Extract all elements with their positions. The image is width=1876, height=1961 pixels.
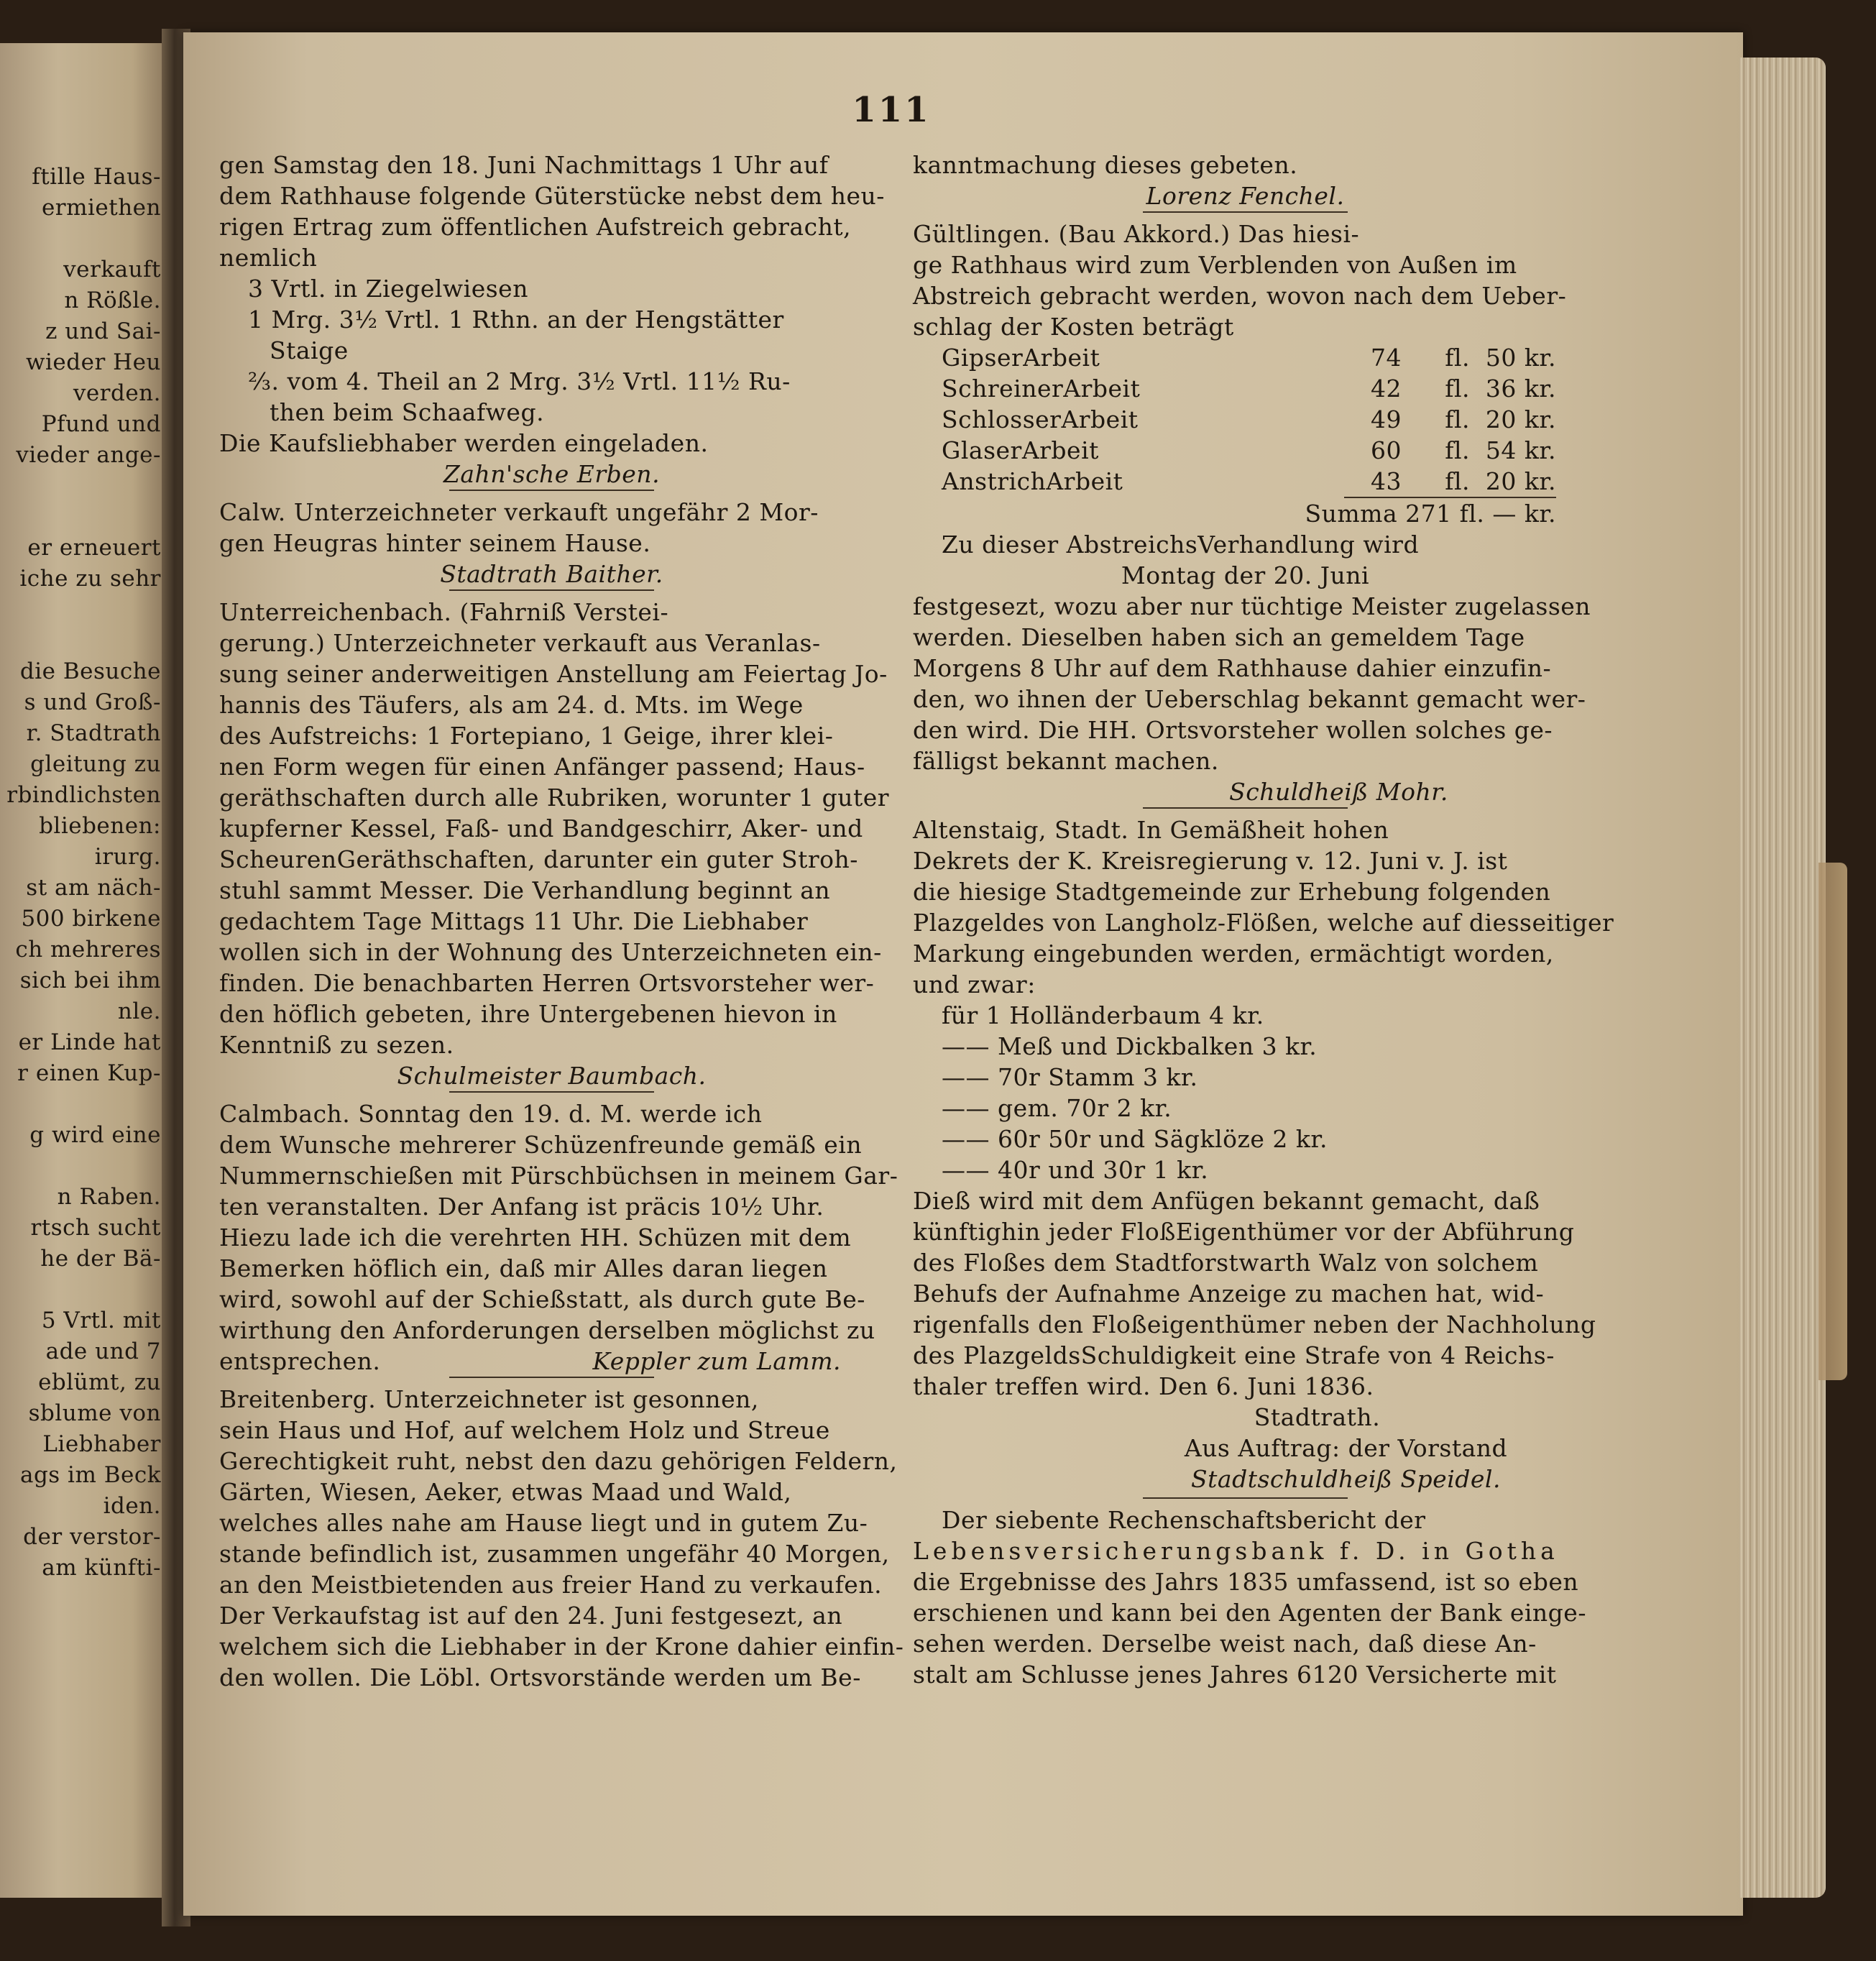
text-line: den wird. Die HH. Ortsvorsteher wollen solches ge-	[913, 716, 1553, 744]
divider	[1143, 807, 1348, 809]
left-margin-line: he der Bä-	[40, 1246, 161, 1272]
list-item: 1 Mrg. 3½ Vrtl. 1 Rthn. an der Hengstätter	[248, 306, 784, 334]
text-line: sehen werden. Derselbe weist nach, daß diese An-	[913, 1630, 1537, 1658]
left-margin-line: iden.	[103, 1493, 161, 1519]
fee-item: —— 60r 50r und Sägklöze 2 kr.	[942, 1125, 1328, 1153]
text-line: finden. Die benachbarten Herren Ortsvorsteher wer-	[219, 969, 875, 997]
signature-fenchel: Lorenz Fenchel.	[1146, 182, 1345, 210]
left-margin-line: der verstor-	[23, 1524, 161, 1550]
text-line: wollen sich in der Wohnung des Unterzeichneten ein-	[219, 938, 882, 966]
left-margin-line: nle.	[117, 998, 161, 1024]
auftrag-line: Aus Auftrag: der Vorstand	[1184, 1434, 1508, 1462]
text-line: des Floßes dem Stadtforstwarth Walz von solchem	[913, 1249, 1539, 1277]
left-margin-line: ade und 7	[45, 1338, 161, 1364]
text-line: und zwar:	[913, 970, 1036, 998]
text-line: Abstreich gebracht werden, wovon nach dem Ueber-	[913, 282, 1567, 310]
text-line: den wollen. Die Löbl. Ortsvorstände werden um Be-	[219, 1663, 861, 1691]
text-line: künftighin jeder FloßEigenthümer vor der Abführung	[913, 1218, 1575, 1246]
stadtrath-line: Stadtrath.	[1254, 1403, 1381, 1431]
cost-amount: 43	[1371, 467, 1402, 495]
text-line: Nummernschießen mit Pürschbüchsen in meinem Gar-	[219, 1162, 898, 1190]
cost-label: SchreinerArbeit	[942, 375, 1141, 403]
verhandlung-notice	[913, 529, 1591, 776]
signature-zahn: Zahn'sche Erben.	[443, 460, 661, 488]
left-margin-line: sich bei ihm	[19, 968, 161, 993]
left-margin-line: 5 Vrtl. mit	[41, 1308, 161, 1333]
text-line: Dekrets der K. Kreisregierung v. 12. Juni v. J. ist	[913, 847, 1508, 875]
left-margin-line: g wird eine	[29, 1122, 161, 1148]
text-line: Kenntniß zu sezen.	[219, 1031, 454, 1059]
text-line: nen Form wegen für einen Anfänger passend; Haus-	[219, 753, 865, 781]
text-line: ten veranstalten. Der Anfang ist präcis 10½ Uhr.	[219, 1193, 824, 1221]
gueltlingen-notice	[913, 219, 1578, 342]
cost-kreuzer: 20 kr.	[1485, 467, 1556, 495]
cost-kreuzer: 50 kr.	[1485, 344, 1556, 372]
left-margin-line: er erneuert	[27, 535, 161, 561]
cost-kreuzer: 20 kr.	[1485, 405, 1556, 433]
cost-label: GlaserArbeit	[942, 436, 1099, 464]
cost-unit: fl.	[1445, 375, 1470, 403]
divider	[449, 490, 654, 491]
list-item: 3 Vrtl. in Ziegelwiesen	[248, 275, 528, 303]
text-line: rigenfalls den Floßeigenthümer neben der Nachholung	[913, 1310, 1596, 1338]
text-line: Breitenberg. Unterzeichneter ist gesonnen,	[219, 1385, 759, 1413]
text-line: stalt am Schlusse jenes Jahres 6120 Versicherte mit	[913, 1661, 1557, 1689]
left-margin-line	[3, 1275, 161, 1305]
text-line: Zu dieser AbstreichsVerhandlung wird	[942, 531, 1420, 559]
divider	[449, 1377, 654, 1378]
text-line: an den Meistbietenden aus freier Hand zu verkaufen.	[219, 1571, 883, 1599]
cost-row	[942, 466, 1556, 497]
column-right	[913, 150, 1614, 1690]
cost-amount: 74	[1371, 344, 1402, 372]
left-margin-line: n Rößle.	[64, 288, 161, 313]
left-margin-line: r. Stadtrath	[26, 720, 161, 746]
text-line: fälligst bekannt machen.	[913, 747, 1219, 775]
text-line: sein Haus und Hof, auf welchem Holz und Streue	[219, 1416, 830, 1444]
signature-baither: Stadtrath Baither.	[440, 560, 663, 588]
list-item: then beim Schaafweg.	[270, 398, 545, 426]
text-line: Gärten, Wiesen, Aeker, etwas Maad und Wald,	[219, 1478, 792, 1506]
text-line: welches alles nahe am Hause liegt und in gutem Zu-	[219, 1509, 868, 1537]
left-margin-line: 500 birkene	[21, 906, 161, 932]
text-line: hannis des Täufers, als am 24. d. Mts. im Wege	[219, 691, 804, 719]
text-line: den höflich gebeten, ihre Untergebenen hievon in	[219, 1000, 837, 1028]
text-line: schlag der Kosten beträgt	[913, 313, 1234, 341]
text-line: dem Wunsche mehrerer Schüzenfreunde gemäß ein	[219, 1131, 863, 1159]
text-line: ScheurenGeräthschaften, darunter ein guter Stroh-	[219, 845, 858, 873]
signature-baumbach: Schulmeister Baumbach.	[397, 1062, 707, 1090]
divider	[449, 589, 654, 591]
left-margin-line: die Besuche	[19, 658, 161, 684]
text-line: Calw. Unterzeichneter verkauft ungefähr 2 Mor-	[219, 498, 819, 526]
text-line: gerung.) Unterzeichneter verkauft aus Veranlas-	[219, 629, 821, 657]
text-line: rigen Ertrag zum öffentlichen Aufstreich gebracht,	[219, 213, 852, 241]
left-margin-line: vieder ange-	[16, 442, 161, 468]
left-margin-line: n Raben.	[57, 1184, 161, 1210]
left-page-fragment	[0, 43, 165, 1898]
text-line: welchem sich die Liebhaber in der Krone dahier einfin-	[219, 1632, 904, 1661]
cost-label: GipserArbeit	[942, 344, 1100, 372]
left-margin-line: st am näch-	[26, 875, 161, 901]
text-line: dem Rathhause folgende Güterstücke nebst dem heu-	[219, 182, 885, 210]
signature-mohr: Schuldheiß Mohr.	[1229, 778, 1448, 806]
text-line: des Aufstreichs: 1 Fortepiano, 1 Geige, ihrer klei-	[219, 722, 834, 750]
text-line: stuhl sammt Messer. Die Verhandlung beginnt an	[219, 876, 831, 904]
text-line: kupferner Kessel, Faß- und Bandgeschirr, Aker- und	[219, 814, 863, 842]
left-margin-line: s und Groß-	[24, 689, 161, 715]
text-line	[219, 1346, 884, 1377]
column-left	[219, 150, 904, 1693]
left-margin-line: Pfund und	[41, 411, 161, 437]
left-margin-line	[3, 224, 161, 254]
list-item: ⅔. vom 4. Theil an 2 Mrg. 3½ Vrtl. 11½ Ru-	[248, 367, 791, 395]
cost-kreuzer: 36 kr.	[1485, 375, 1556, 403]
left-margin-line	[3, 625, 161, 656]
left-margin-line	[3, 1151, 161, 1182]
left-margin-line: irurg.	[94, 844, 161, 870]
left-margin-line: bliebenen:	[39, 813, 161, 839]
cost-row	[942, 373, 1556, 404]
text-line: Unterreichenbach. (Fahrniß Verstei-	[219, 598, 669, 626]
text-line: werden. Dieselben haben sich an gemeldem Tage	[913, 623, 1525, 651]
page-number: 111	[852, 90, 931, 130]
text-line: die hiesige Stadtgemeinde zur Erhebung folgenden	[913, 878, 1551, 906]
fee-item: für 1 Holländerbaum 4 kr.	[942, 1001, 1264, 1029]
calmbach-notice	[219, 1098, 898, 1377]
left-margin-line: verden.	[73, 380, 161, 406]
left-margin-line: Liebhaber	[42, 1431, 161, 1457]
left-margin-line: verkauft	[63, 257, 161, 283]
text-line: Calmbach. Sonntag den 19. d. M. werde ich	[219, 1100, 763, 1128]
cost-unit: fl.	[1445, 467, 1470, 495]
text-line: Der siebente Rechenschaftsbericht der	[942, 1506, 1426, 1534]
text-line: Markung eingebunden werden, ermächtigt worden,	[913, 940, 1554, 968]
text-line: Hiezu lade ich die verehrten HH. Schüzen mit dem	[219, 1223, 852, 1252]
cost-label: AnstrichArbeit	[942, 467, 1123, 495]
gotha-notice	[913, 1505, 1586, 1690]
text-line: Behufs der Aufnahme Anzeige zu machen hat, wid-	[913, 1280, 1545, 1308]
left-margin-line: ch mehreres	[15, 937, 161, 963]
left-margin-line: ags im Beck	[19, 1462, 161, 1488]
signature-keppler: Keppler zum Lamm.	[592, 1347, 841, 1375]
fee-item: —— gem. 70r 2 kr.	[942, 1094, 1172, 1122]
text-line: des PlazgeldsSchuldigkeit eine Strafe von 4 Reichs-	[913, 1341, 1555, 1369]
text-line: stande befindlich ist, zusammen ungefähr 40 Morgen,	[219, 1540, 890, 1568]
left-margin-line: ftille Haus-	[32, 164, 161, 190]
cost-row	[942, 342, 1556, 373]
fee-item: —— 40r und 30r 1 kr.	[942, 1156, 1209, 1184]
text-line: Bemerken höflich ein, daß mir Alles daran liegen	[219, 1254, 828, 1282]
left-margin-line	[3, 471, 161, 502]
left-margin-line	[3, 1089, 161, 1120]
cost-unit: fl.	[1445, 344, 1470, 372]
left-margin-line: rbindlichsten	[6, 782, 161, 808]
cost-unit: fl.	[1445, 405, 1470, 433]
text-line: Lebensversicherungsbank f. D. in Gotha	[913, 1537, 1559, 1565]
text-line: wirthung den Anforderungen derselben möglichst zu	[219, 1316, 875, 1344]
fee-item: —— 70r Stamm 3 kr.	[942, 1063, 1198, 1091]
list-item: Staige	[270, 336, 349, 364]
left-margin-line: z und Sai-	[45, 318, 161, 344]
text-line: nemlich	[219, 244, 318, 272]
text-line: Der Verkaufstag ist auf den 24. Juni festgesezt, an	[219, 1602, 843, 1630]
cost-kreuzer: 54 kr.	[1485, 436, 1556, 464]
text-line: die Ergebnisse des Jahrs 1835 umfassend, ist so eben	[913, 1568, 1579, 1596]
diess-notice	[913, 1185, 1596, 1402]
breitenberg-notice	[219, 1384, 904, 1693]
left-margin-line: ermiethen	[41, 195, 161, 221]
text-line: Plazgeldes von Langholz-Flößen, welche auf diesseitiger	[913, 909, 1614, 937]
text-line: Dieß wird mit dem Anfügen bekannt gemacht, daß	[913, 1187, 1540, 1215]
text-line: den, wo ihnen der Ueberschlag bekannt gemacht wer-	[913, 685, 1586, 713]
cost-table	[913, 342, 1578, 529]
divider	[449, 1091, 654, 1093]
divider	[1143, 211, 1348, 213]
text-line: Gerechtigkeit ruht, nebst den dazu gehörigen Feldern,	[219, 1447, 898, 1475]
cost-label: SchlosserArbeit	[942, 405, 1139, 433]
text-line: sung seiner anderweitigen Anstellung am Feiertag Jo-	[219, 660, 888, 688]
text-line: Gültlingen. (Bau Akkord.) Das hiesi-	[913, 220, 1360, 248]
samstag-intro	[219, 150, 884, 273]
left-margin-line: wieder Heu	[25, 349, 161, 375]
text-line: geräthschaften durch alle Rubriken, worunter 1 guter	[219, 784, 890, 812]
signature-speidel: Stadtschuldheiß Speidel.	[1191, 1465, 1501, 1493]
unterreichenbach-notice	[219, 597, 890, 1060]
text-line: ge Rathhaus wird zum Verblenden von Außen im	[913, 251, 1517, 279]
text-line: gedachtem Tage Mittags 11 Uhr. Die Liebhaber	[219, 907, 809, 935]
fee-list	[913, 1000, 1578, 1185]
text-line: Montag der 20. Juni	[1121, 561, 1370, 589]
text-fragment: entsprechen.	[219, 1347, 381, 1375]
left-margin-line: rtsch sucht	[30, 1215, 161, 1241]
page-edges	[1739, 58, 1826, 1898]
left-margin-line	[3, 502, 161, 533]
cost-sum: Summa 271 fl. — kr.	[1305, 500, 1556, 528]
left-margin-line: iche zu sehr	[19, 566, 161, 592]
cost-row	[942, 404, 1556, 435]
text-line: festgesezt, wozu aber nur tüchtige Meister zugelassen	[913, 592, 1591, 620]
text-line: erschienen und kann bei den Agenten der Bank einge-	[913, 1599, 1586, 1627]
left-margin-text	[3, 162, 161, 1584]
left-margin-line: eblümt, zu	[38, 1369, 161, 1395]
left-margin-line: er Linde hat	[18, 1029, 161, 1055]
cost-unit: fl.	[1445, 436, 1470, 464]
cost-amount: 60	[1371, 436, 1402, 464]
text-line: gen Heugras hinter seinem Hause.	[219, 529, 651, 557]
cost-row	[942, 435, 1556, 466]
closing-line: Die Kaufsliebhaber werden eingeladen.	[219, 429, 709, 457]
left-margin-line: r einen Kup-	[17, 1060, 161, 1086]
cost-amount: 49	[1371, 405, 1402, 433]
fee-item: —— Meß und Dickbalken 3 kr.	[942, 1032, 1318, 1060]
divider	[1143, 1497, 1348, 1499]
text-line: kanntmachung dieses gebeten.	[913, 151, 1298, 179]
gueterstuecke-list	[219, 273, 884, 428]
text-line: Morgens 8 Uhr auf dem Rathhause dahier einzufin-	[913, 654, 1552, 682]
page-edge-stain	[1818, 863, 1847, 1380]
left-margin-line: am künfti-	[42, 1555, 161, 1581]
altensteig-notice	[913, 814, 1614, 1000]
text-line: wird, sowohl auf der Schießstatt, als durch gute Be-	[219, 1285, 865, 1313]
text-line: thaler treffen wird. Den 6. Juni 1836.	[913, 1372, 1374, 1400]
text-line: Altenstaig, Stadt. In Gemäßheit hohen	[913, 816, 1389, 844]
cost-amount: 42	[1371, 375, 1402, 403]
left-margin-line: gleitung zu	[30, 751, 161, 777]
text-line: gen Samstag den 18. Juni Nachmittags 1 Uhr auf	[219, 151, 829, 179]
left-margin-line: sblume von	[28, 1400, 161, 1426]
left-margin-line	[3, 594, 161, 625]
